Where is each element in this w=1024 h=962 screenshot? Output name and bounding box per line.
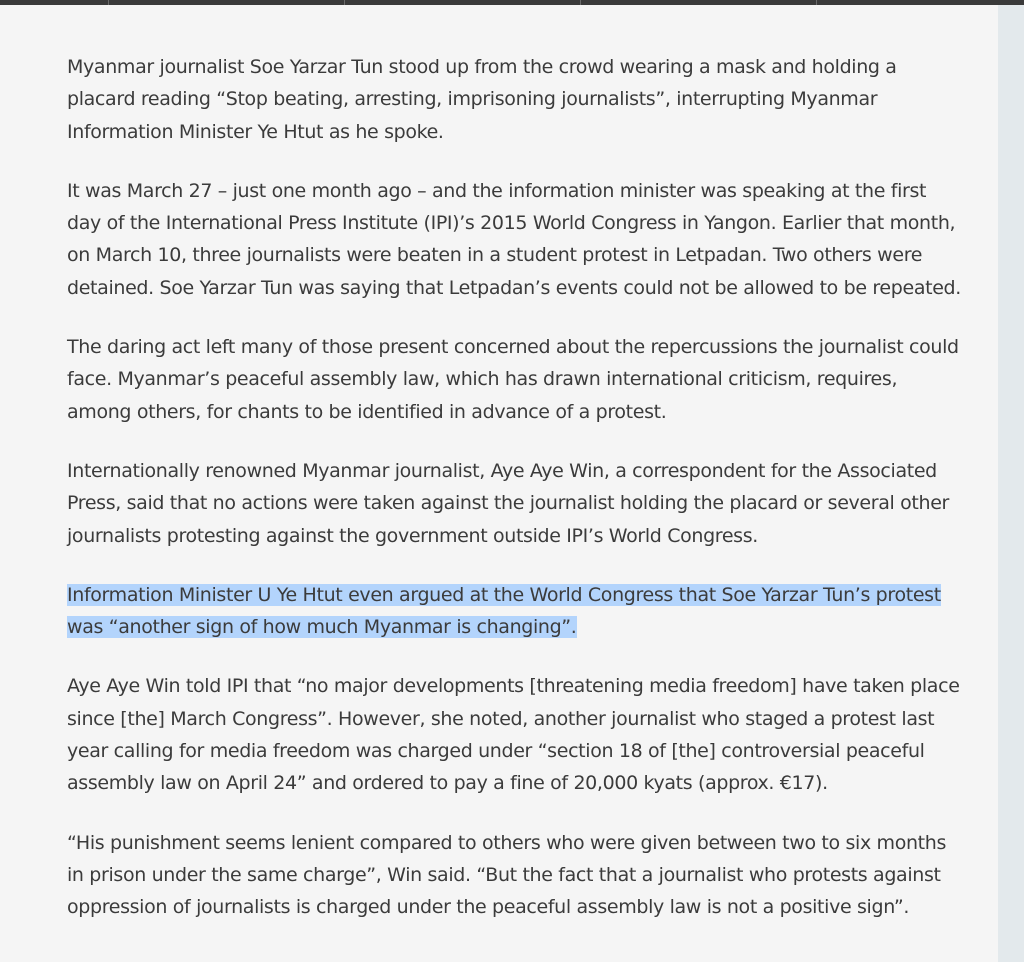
article-paragraph: Internationally renowned Myanmar journalist, Aye Aye Win, a correspondent for the Associated Press, said that no actions were taken against the journalist holding the placard or several other journalists protesting against the government outside IPI’s World Congress. [67, 459, 950, 547]
article-body [67, 51, 962, 951]
article-paragraph-highlighted[interactable] [67, 579, 962, 644]
article-paragraph: “His punishment seems lenient compared to others who were given between two to six months in prison under the same charge”, Win said. “But the fact that a journalist who protests against oppression of journalists is charged under the peaceful assembly law is not a positive sign”. [67, 831, 947, 919]
article-paragraph: The daring act left many of those present concerned about the repercussions the journalist could face. Myanmar’s peaceful assembly law, which has drawn international criticism, requires, among others, for chants to be identified in advance of a protest. [67, 336, 959, 423]
article-paragraph: Myanmar journalist Soe Yarzar Tun stood up from the crowd wearing a mask and holding a placard reading “Stop beating, arresting, imprisoning journalists”, interrupting Myanmar Information Minister Ye Htut as he spoke. [67, 56, 897, 143]
text-selection[interactable]: Information Minister U Ye Htut even argued at the World Congress that Soe Yarzar Tun’s protest was “another sign of how much Myanmar is changing”. [67, 583, 941, 639]
article-page [0, 5, 998, 962]
article-paragraph: Aye Aye Win told IPI that “no major developments [threatening media freedom] have taken place since [the] March Congress”. However, she noted, another journalist who staged a protest last year calling for media freedom was charged under “section 18 of [the] controversial peaceful assembly law on April 24” and ordered to pay a fine of 20,000 kyats (approx. €17). [67, 675, 960, 795]
scrollbar-track[interactable] [998, 5, 1024, 962]
article-paragraph: It was March 27 – just one month ago – and the information minister was speaking at the first day of the International Press Institute (IPI)’s 2015 World Congress in Yangon. Earlier that month, on March 10, three journalists were beaten in a student protest in Letpadan. Two others were detained. Soe Yarzar Tun was saying that Letpadan’s events could not be allowed to be repeated. [67, 179, 961, 299]
